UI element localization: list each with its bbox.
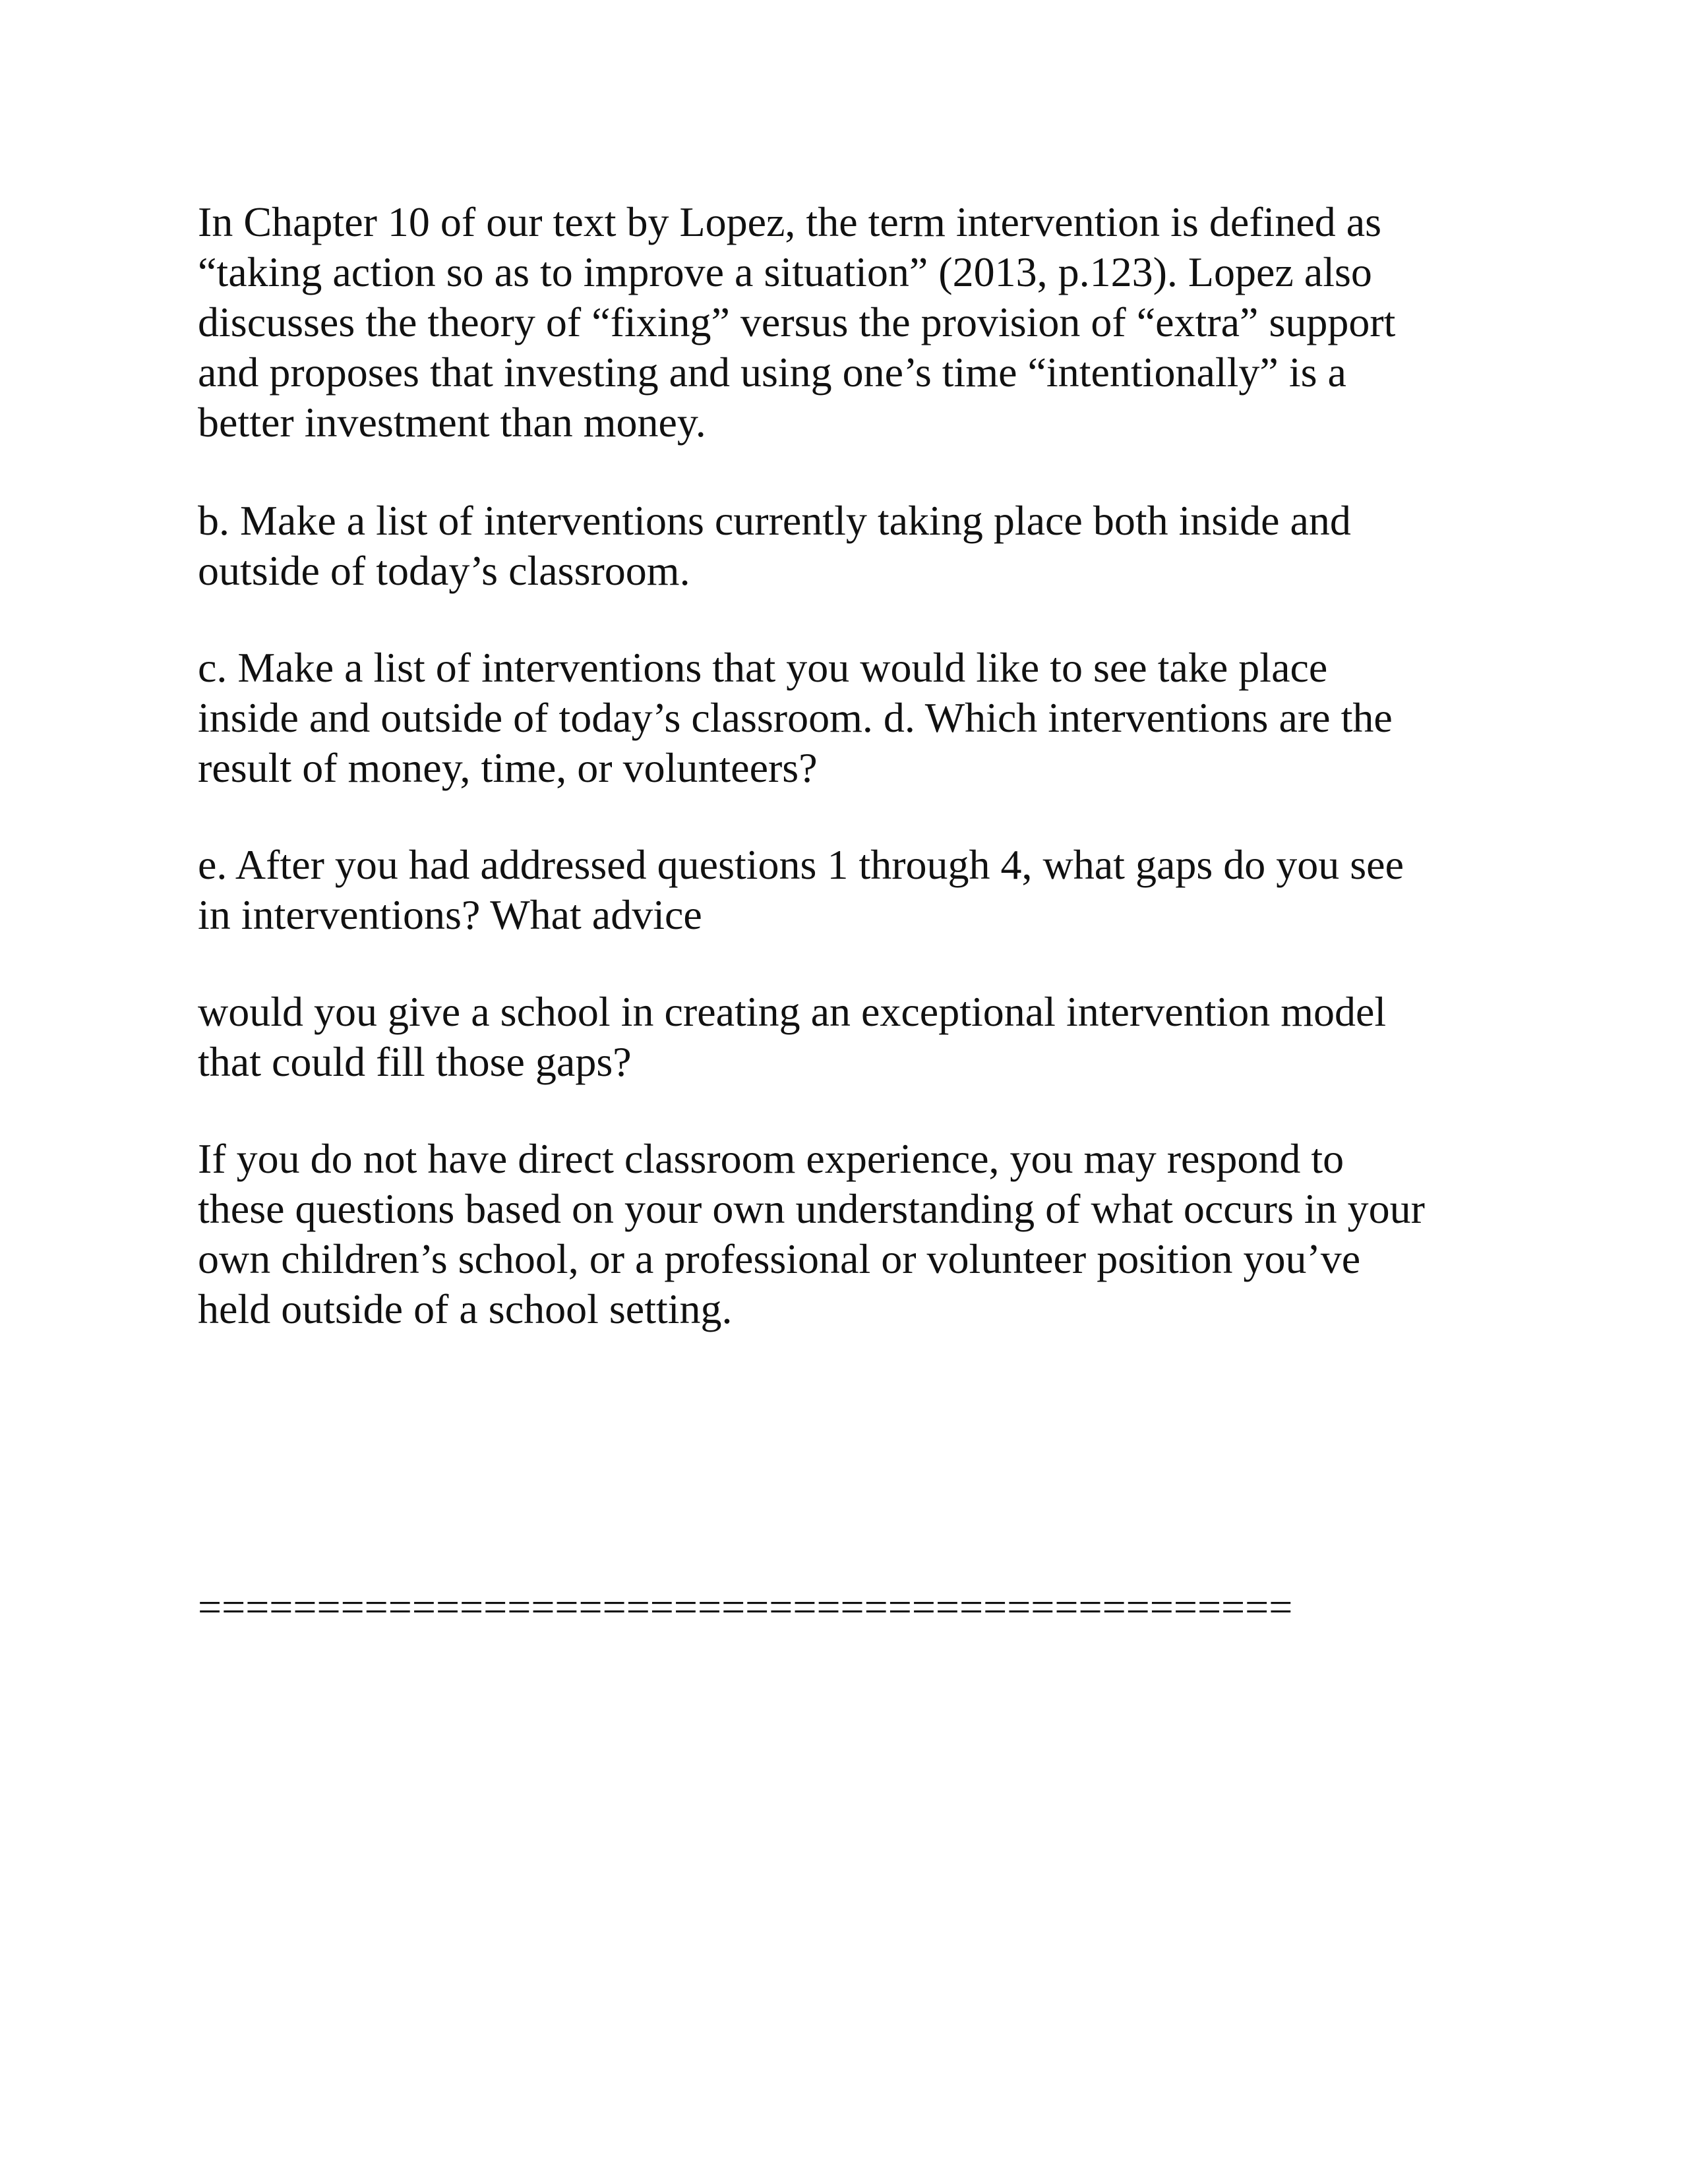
- paragraph-question-e-continued: [198, 987, 1517, 1087]
- paragraph-line: In Chapter 10 of our text by Lopez, the term intervention is defined as: [198, 198, 1382, 245]
- paragraph-line: in interventions? What advice: [198, 891, 702, 938]
- paragraph-question-c-d: [198, 643, 1517, 793]
- paragraph-intro: [198, 197, 1517, 448]
- paragraph-note: [198, 1134, 1517, 1334]
- paragraph-line: discusses the theory of “fixing” versus the provision of “extra” support: [198, 299, 1396, 345]
- paragraph-line: would you give a school in creating an exceptional intervention model: [198, 988, 1387, 1035]
- paragraph-question-e: [198, 840, 1517, 940]
- paragraph-line: outside of today’s classroom.: [198, 547, 690, 594]
- paragraph-line: “taking action so as to improve a situation” (2013, p.123). Lopez also: [198, 249, 1372, 295]
- paragraph-line: e. After you had addressed questions 1 through 4, what gaps do you see: [198, 841, 1404, 888]
- paragraph-line: inside and outside of today’s classroom. d. Which interventions are the: [198, 694, 1393, 741]
- paragraph-line: b. Make a list of interventions currently taking place both inside and: [198, 497, 1351, 544]
- paragraph-line: If you do not have direct classroom experience, you may respond to: [198, 1135, 1344, 1182]
- paragraph-line: held outside of a school setting.: [198, 1285, 733, 1332]
- paragraph-line: better investment than money.: [198, 399, 706, 446]
- paragraph-line: and proposes that investing and using one’s time “intentionally” is a: [198, 349, 1346, 396]
- paragraph-line: that could fill those gaps?: [198, 1038, 632, 1085]
- paragraph-line: own children’s school, or a professional or volunteer position you’ve: [198, 1235, 1361, 1282]
- paragraph-line: these questions based on your own understanding of what occurs in your: [198, 1185, 1425, 1232]
- separator-line: ==============================================: [198, 1583, 1293, 1630]
- paragraph-line: c. Make a list of interventions that you would like to see take place: [198, 644, 1328, 691]
- paragraph-question-b: [198, 496, 1517, 596]
- paragraph-line: result of money, time, or volunteers?: [198, 744, 818, 791]
